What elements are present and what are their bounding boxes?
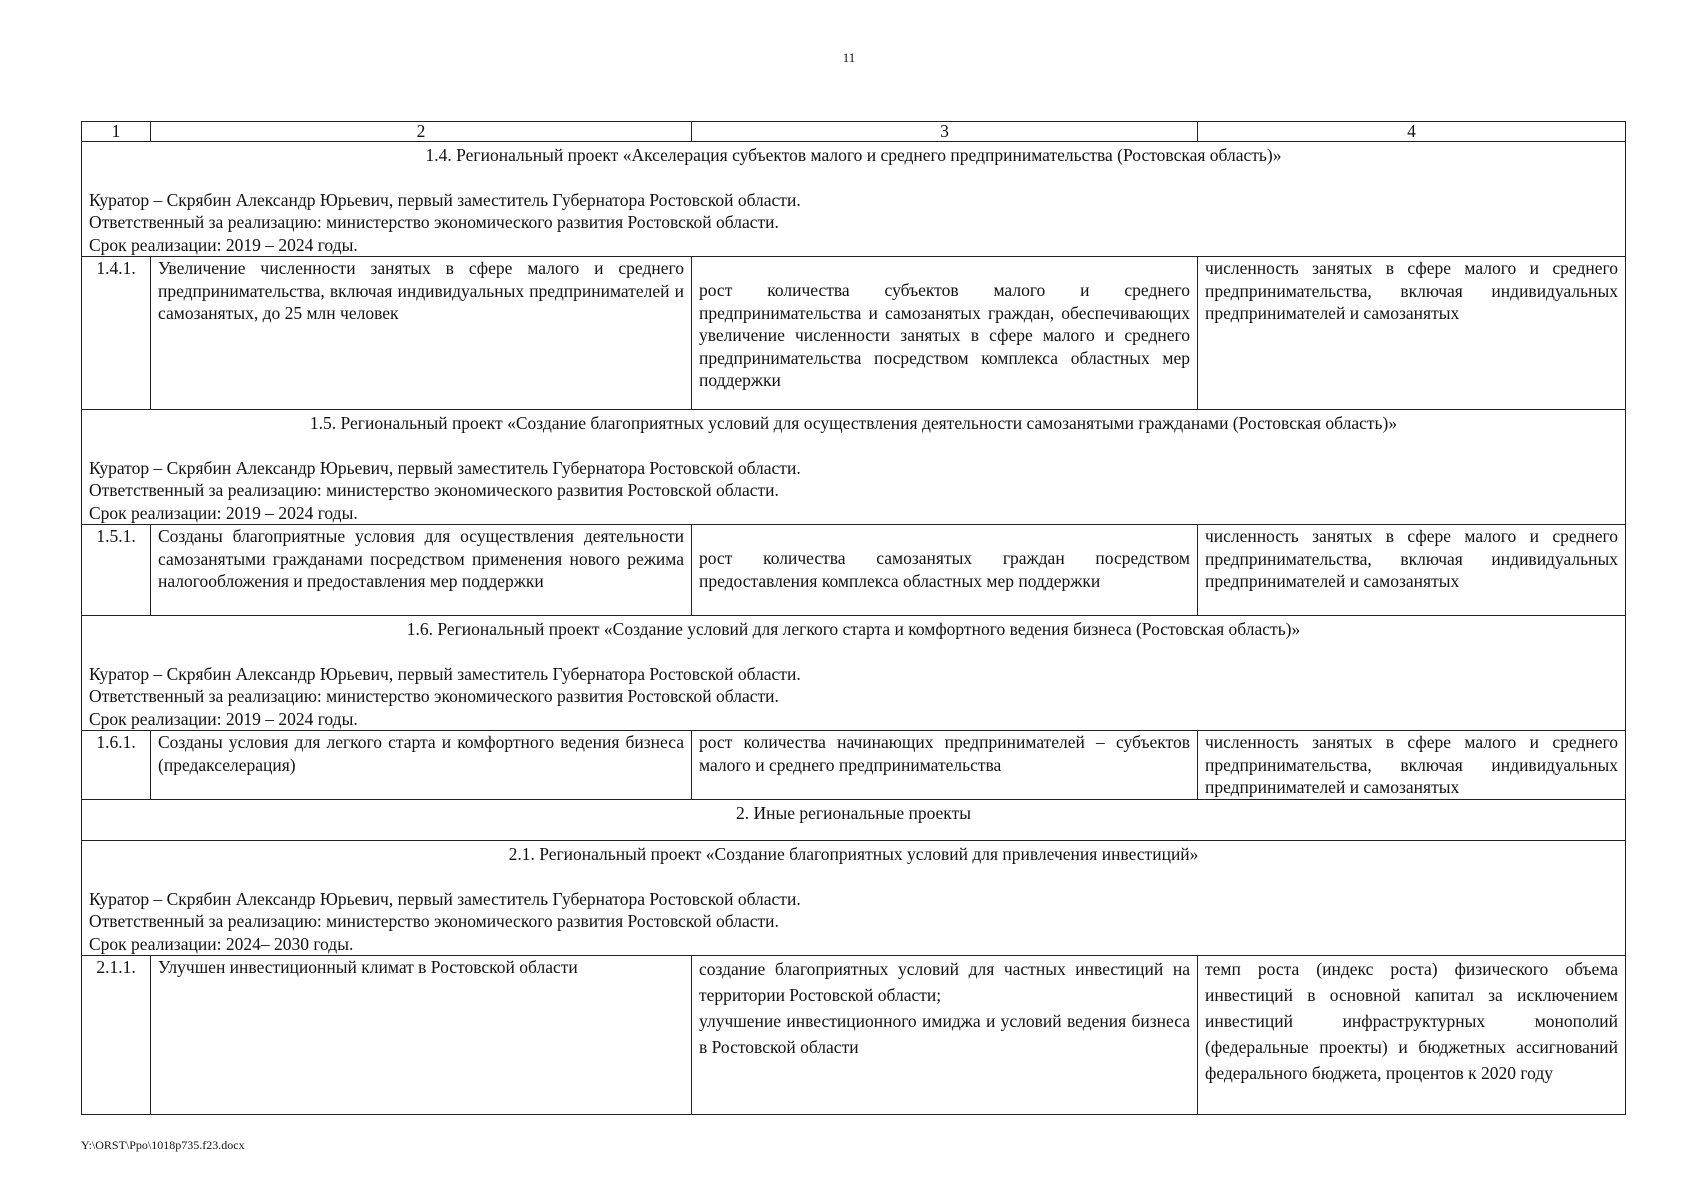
header-col-3: 3	[692, 122, 1198, 142]
table-row	[82, 257, 1626, 410]
row-result: рост количества начинающих предпринимателей – субъектов малого и среднего предпринимательства	[692, 731, 1198, 800]
section-header-row	[82, 800, 1626, 841]
projects-table	[81, 121, 1626, 1115]
row-result	[692, 956, 1198, 1115]
project-header-row	[82, 841, 1626, 956]
table-row	[82, 731, 1626, 800]
project-term: Срок реализации: 2019 – 2024 годы.	[89, 708, 358, 729]
header-col-1: 1	[82, 122, 151, 142]
project-responsible: Ответственный за реализацию: министерство экономического развития Ростовской области.	[89, 686, 779, 706]
project-header-1-6	[82, 616, 1626, 731]
project-header-1-4	[82, 142, 1626, 257]
project-title: 1.4. Региональный проект «Акселерация субъектов малого и среднего предпринимательства (Ростовская область)»	[425, 145, 1282, 165]
project-title: 1.5. Региональный проект «Создание благоприятных условий для осуществления деятельности самозанятыми гражданами (Ростовская область)»	[309, 413, 1398, 433]
row-number: 1.4.1.	[82, 257, 151, 410]
project-curator: Куратор – Скрябин Александр Юрьевич, первый заместитель Губернатора Ростовской области.	[89, 888, 801, 909]
row-task: Увеличение численности занятых в сфере малого и среднего предпринимательства, включая индивидуальных предпринимателей и самозанятых, до 25 млн человек	[151, 257, 692, 410]
project-header-2-1	[82, 841, 1626, 956]
row-result-line-2: улучшение инвестиционного имиджа и условий ведения бизнеса в Ростовской области	[699, 1011, 1190, 1057]
row-result: рост количества субъектов малого и среднего предпринимательства и самозанятых граждан, обеспечивающих увеличение численности занятых в сфере малого и среднего предпринимательства посредством комплекса областных мер поддержки	[692, 257, 1198, 410]
table-row	[82, 525, 1626, 616]
project-title: 2.1. Региональный проект «Создание благоприятных условий для привлечения инвестиций»	[508, 844, 1199, 864]
header-col-4: 4	[1198, 122, 1626, 142]
project-responsible: Ответственный за реализацию: министерство экономического развития Ростовской области.	[89, 911, 779, 931]
row-task: Улучшен инвестиционный климат в Ростовской области	[151, 956, 692, 1115]
row-indicator: численность занятых в сфере малого и среднего предпринимательства, включая индивидуальных предпринимателей и самозанятых	[1198, 257, 1626, 410]
project-curator: Куратор – Скрябин Александр Юрьевич, первый заместитель Губернатора Ростовской области.	[89, 663, 801, 684]
project-term: Срок реализации: 2024– 2030 годы.	[89, 933, 354, 954]
row-task: Созданы условия для легкого старта и комфортного ведения бизнеса (предакселерация)	[151, 731, 692, 800]
project-header-row	[82, 142, 1626, 257]
section-2-title: 2. Иные региональные проекты	[82, 800, 1626, 841]
row-number: 1.5.1.	[82, 525, 151, 616]
project-responsible: Ответственный за реализацию: министерство экономического развития Ростовской области.	[89, 212, 779, 232]
footer-file-path: Y:\ORST\Ppo\1018p735.f23.docx	[81, 1138, 245, 1152]
project-term: Срок реализации: 2019 – 2024 годы.	[89, 502, 358, 523]
table-header-row	[82, 122, 1626, 142]
project-responsible: Ответственный за реализацию: министерство экономического развития Ростовской области.	[89, 480, 779, 500]
project-header-row	[82, 410, 1626, 525]
project-title: 1.6. Региональный проект «Создание условий для легкого старта и комфортного ведения бизнеса (Ростовская область)»	[406, 619, 1301, 639]
project-curator: Куратор – Скрябин Александр Юрьевич, первый заместитель Губернатора Ростовской области.	[89, 189, 801, 210]
header-col-2: 2	[151, 122, 692, 142]
row-result-line-1: создание благоприятных условий для частных инвестиций на территории Ростовской области;	[699, 959, 1190, 1005]
row-result: рост количества самозанятых граждан посредством предоставления комплекса областных мер поддержки	[692, 525, 1198, 616]
row-indicator: численность занятых в сфере малого и среднего предпринимательства, включая индивидуальных предпринимателей и самозанятых	[1198, 525, 1626, 616]
row-number: 1.6.1.	[82, 731, 151, 800]
project-header-1-5	[82, 410, 1626, 525]
row-indicator: темп роста (индекс роста) физического объема инвестиций в основной капитал за исключением инвестиций инфраструктурных монополий (федеральные проекты) и бюджетных ассигнований федерального бюджета, процентов к 2020 году	[1198, 956, 1626, 1115]
project-curator: Куратор – Скрябин Александр Юрьевич, первый заместитель Губернатора Ростовской области.	[89, 457, 801, 478]
project-term: Срок реализации: 2019 – 2024 годы.	[89, 234, 358, 255]
row-task: Созданы благоприятные условия для осуществления деятельности самозанятыми гражданами посредством применения нового режима налогообложения и предоставления мер поддержки	[151, 525, 692, 616]
row-number: 2.1.1.	[82, 956, 151, 1115]
page-number: 11	[842, 50, 856, 65]
project-header-row	[82, 616, 1626, 731]
table-row	[82, 956, 1626, 1115]
row-indicator: численность занятых в сфере малого и среднего предпринимательства, включая индивидуальных предпринимателей и самозанятых	[1198, 731, 1626, 800]
